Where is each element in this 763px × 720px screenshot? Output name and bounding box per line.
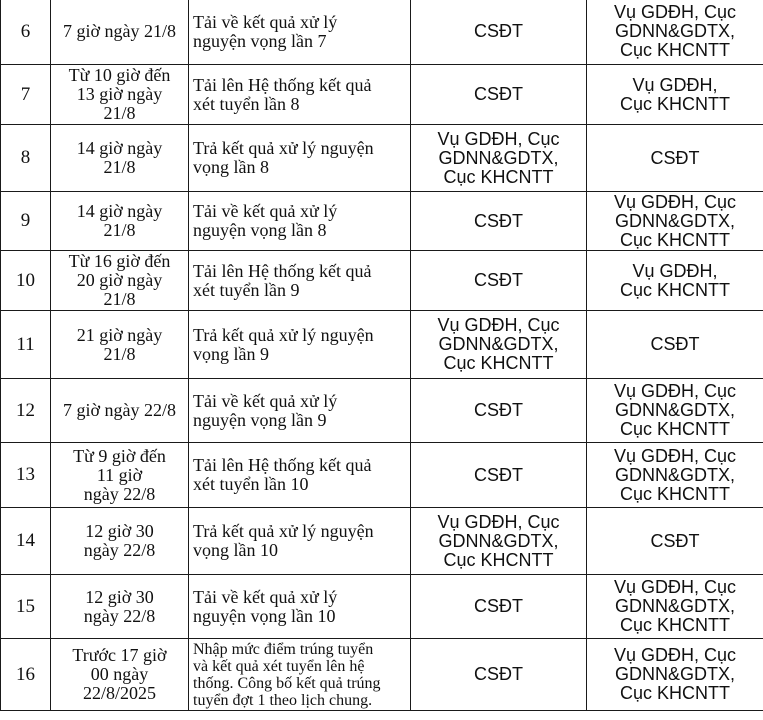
time-line: 00 ngày [90, 664, 149, 684]
lead-unit-cell [411, 311, 587, 379]
row-number-cell [1, 639, 51, 711]
task-line: Tải lên Hệ thống kết quả [193, 74, 372, 95]
task-cell [189, 639, 411, 711]
coordinating-unit-line: Vụ GDĐH, Cục [613, 191, 737, 212]
row-number: 15 [16, 595, 35, 617]
task-line: xét tuyển lần 10 [193, 474, 309, 494]
table-row [1, 125, 763, 192]
coordinating-unit-line: Cục KHCNTT [619, 229, 730, 250]
coordinating-unit-line: GDNN&GDTX, [614, 400, 735, 420]
lead-unit-cell [411, 508, 587, 575]
time-line: ngày 22/8 [83, 540, 156, 560]
coordinating-unit-line: Vụ GDĐH, Cục [613, 645, 737, 665]
coordinating-unit-cell [587, 639, 763, 711]
coordinating-unit-cell [587, 508, 763, 575]
coordinating-unit-line: Cục KHCNTT [619, 683, 730, 703]
task-cell [189, 575, 411, 639]
lead-unit-line: CSĐT [474, 84, 523, 104]
time-cell [51, 65, 189, 125]
coordinating-unit-cell [587, 192, 763, 251]
task-cell [189, 443, 411, 508]
time-cell [51, 639, 189, 711]
time-line: Từ 9 giờ đến [73, 445, 166, 466]
task-cell [189, 379, 411, 443]
coordinating-unit-line: Vụ GDĐH, Cục [613, 381, 737, 401]
time-line: 13 giờ ngày [76, 84, 163, 104]
row-number: 11 [16, 333, 35, 355]
schedule-table-body [1, 0, 763, 711]
coordinating-unit-line: GDNN&GDTX, [614, 664, 735, 684]
lead-unit-cell [411, 65, 587, 125]
coordinating-unit-line: Cục KHCNTT [619, 40, 730, 60]
time-line: 22/8/2025 [82, 683, 156, 703]
time-cell [51, 508, 189, 575]
coordinating-unit-cell [587, 379, 763, 443]
task-line: nguyện vọng lần 10 [193, 605, 336, 626]
time-cell [51, 125, 189, 192]
lead-unit-cell [411, 443, 587, 508]
time-cell [51, 192, 189, 251]
row-number: 8 [20, 147, 31, 168]
lead-unit-line: Vụ GDĐH, Cục [437, 128, 560, 149]
time-cell [51, 575, 189, 639]
row-number-cell [1, 65, 51, 125]
task-cell [189, 192, 411, 251]
task-line: Trả kết quả xử lý nguyện [193, 138, 374, 158]
time-line: 12 giờ 30 [85, 586, 154, 607]
row-number: 13 [16, 464, 35, 485]
time-line: Trước 17 giờ [72, 645, 167, 665]
time-line: 21/8 [103, 157, 136, 177]
coordinating-unit-line: Cục KHCNTT [619, 483, 730, 504]
time-cell [51, 0, 189, 65]
row-number: 6 [20, 20, 31, 42]
lead-unit-line: GDNN&GDTX, [438, 530, 559, 551]
task-line: Trả kết quả xử lý nguyện [193, 324, 374, 345]
table-row [1, 379, 763, 443]
lead-unit-line: Cục KHCNTT [443, 353, 554, 373]
time-line: ngày 22/8 [83, 483, 156, 504]
task-line: thống. Công bố kết quả trúng [193, 674, 381, 692]
task-line: vọng lần 9 [193, 343, 269, 364]
lead-unit-line: CSĐT [474, 664, 523, 684]
time-line: 21/8 [103, 103, 136, 123]
task-line: xét tuyển lần 8 [193, 93, 300, 114]
table-row [1, 0, 763, 65]
lead-unit-line: CSĐT [474, 21, 523, 41]
coordinating-unit-cell [587, 251, 763, 311]
task-line: và kết quả xét tuyển lên hệ [193, 657, 365, 675]
lead-unit-line: CSĐT [474, 270, 523, 290]
time-line: 21/8 [103, 289, 136, 309]
time-line: 21/8 [103, 220, 136, 240]
task-cell [189, 311, 411, 379]
row-number-cell [1, 379, 51, 443]
task-line: Tải lên Hệ thống kết quả [193, 455, 372, 475]
row-number: 16 [16, 663, 35, 685]
lead-unit-cell [411, 575, 587, 639]
coordinating-unit-line: Vụ GDĐH, Cục [613, 577, 737, 597]
time-line: 7 giờ ngày 22/8 [62, 400, 176, 420]
table-row [1, 65, 763, 125]
row-number: 14 [16, 530, 35, 551]
task-cell [189, 0, 411, 65]
task-line: nguyện vọng lần 7 [193, 30, 327, 51]
lead-unit-line: CSĐT [474, 596, 523, 616]
time-line: 12 giờ 30 [85, 521, 154, 541]
task-line: Tải về kết quả xử lý [193, 201, 338, 221]
task-cell [189, 65, 411, 125]
coordinating-unit-line: Cục KHCNTT [619, 279, 730, 300]
row-number-cell [1, 575, 51, 639]
coordinating-unit-line: GDNN&GDTX, [614, 21, 735, 41]
coordinating-unit-line: Vụ GDĐH, Cục [613, 2, 737, 22]
row-number-cell [1, 251, 51, 311]
time-line: 21 giờ ngày [76, 324, 163, 345]
task-line: vọng lần 10 [193, 540, 278, 560]
row-number: 7 [20, 83, 31, 105]
lead-unit-line: Vụ GDĐH, Cục [437, 315, 560, 335]
row-number: 10 [16, 269, 35, 291]
task-line: tuyển đợt 1 theo lịch chung. [193, 691, 373, 709]
time-line: Từ 10 giờ đến [68, 65, 171, 85]
task-line: xét tuyển lần 9 [193, 279, 300, 300]
coordinating-unit-line: Cục KHCNTT [619, 419, 730, 439]
table-row [1, 192, 763, 251]
coordinating-unit-cell [587, 65, 763, 125]
coordinating-unit-line: GDNN&GDTX, [614, 210, 735, 231]
lead-unit-line: Cục KHCNTT [443, 549, 554, 570]
task-line: nguyện vọng lần 9 [193, 409, 327, 430]
task-line: Tải về kết quả xử lý [193, 390, 338, 411]
time-line: ngày 22/8 [83, 605, 156, 626]
task-line: vọng lần 8 [193, 157, 269, 177]
lead-unit-cell [411, 639, 587, 711]
time-line: 11 giờ [96, 464, 143, 485]
coordinating-unit-line: Vụ GDĐH, [632, 74, 718, 95]
coordinating-unit-line: Vụ GDĐH, Cục [613, 445, 737, 466]
coordinating-unit-line: GDNN&GDTX, [614, 464, 735, 485]
coordinating-unit-line: Cục KHCNTT [619, 93, 730, 114]
table-row [1, 443, 763, 508]
task-line: Tải về kết quả xử lý [193, 11, 338, 32]
coordinating-unit-cell [587, 443, 763, 508]
coordinating-unit-line: Vụ GDĐH, [632, 260, 718, 281]
task-cell [189, 251, 411, 311]
time-line: 14 giờ ngày [76, 138, 163, 158]
task-line: Tải lên Hệ thống kết quả [193, 260, 372, 281]
table-row [1, 251, 763, 311]
lead-unit-line: CSĐT [474, 400, 523, 420]
row-number: 12 [16, 399, 35, 421]
task-line: Nhập mức điểm trúng tuyển [193, 640, 374, 658]
time-line: 21/8 [103, 343, 136, 364]
coordinating-unit-cell [587, 311, 763, 379]
lead-unit-cell [411, 379, 587, 443]
lead-unit-line: Vụ GDĐH, Cục [437, 511, 560, 532]
lead-unit-line: Cục KHCNTT [443, 166, 554, 187]
coordinating-unit-cell [587, 125, 763, 192]
task-line: nguyện vọng lần 8 [193, 220, 327, 240]
coordinating-unit-line: CSĐT [650, 334, 700, 354]
lead-unit-line: GDNN&GDTX, [438, 334, 559, 354]
time-cell [51, 311, 189, 379]
time-cell [51, 443, 189, 508]
coordinating-unit-cell [587, 0, 763, 65]
lead-unit-line: CSĐT [474, 210, 523, 231]
row-number-cell [1, 125, 51, 192]
lead-unit-cell [411, 251, 587, 311]
row-number-cell [1, 192, 51, 251]
task-cell [189, 125, 411, 192]
row-number-cell [1, 0, 51, 65]
time-cell [51, 379, 189, 443]
row-number-cell [1, 508, 51, 575]
time-line: 14 giờ ngày [76, 201, 163, 221]
table-row [1, 311, 763, 379]
row-number-cell [1, 311, 51, 379]
lead-unit-cell [411, 0, 587, 65]
coordinating-unit-line: CSĐT [650, 147, 700, 168]
lead-unit-cell [411, 125, 587, 192]
row-number-cell [1, 443, 51, 508]
task-line: Trả kết quả xử lý nguyện [193, 521, 374, 541]
coordinating-unit-line: GDNN&GDTX, [614, 596, 735, 616]
coordinating-unit-cell [587, 575, 763, 639]
lead-unit-cell [411, 192, 587, 251]
time-cell [51, 251, 189, 311]
time-line: 7 giờ ngày 21/8 [62, 21, 176, 41]
task-cell [189, 508, 411, 575]
time-line: Từ 16 giờ đến [68, 251, 171, 271]
time-line: 20 giờ ngày [76, 270, 163, 290]
table-row [1, 508, 763, 575]
task-line: Tải về kết quả xử lý [193, 586, 338, 607]
coordinating-unit-line: CSĐT [650, 530, 700, 551]
table-row [1, 639, 763, 711]
lead-unit-line: CSĐT [474, 464, 523, 485]
lead-unit-line: GDNN&GDTX, [438, 147, 559, 168]
row-number: 9 [20, 210, 31, 231]
coordinating-unit-line: Cục KHCNTT [619, 615, 730, 635]
table-row [1, 575, 763, 639]
